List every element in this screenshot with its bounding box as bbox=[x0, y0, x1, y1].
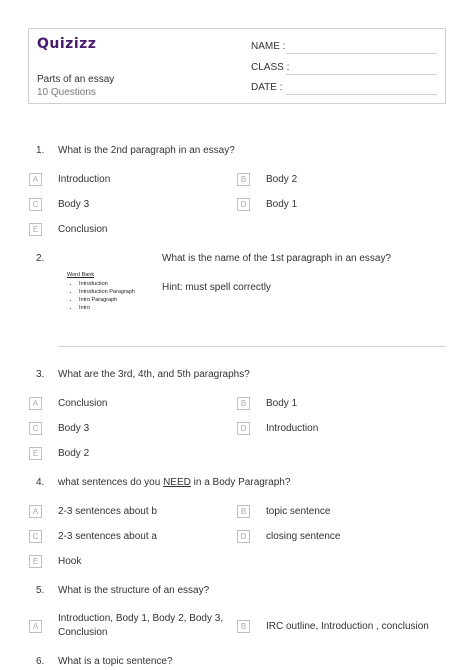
date-line bbox=[286, 94, 437, 95]
question-text-part: in a Body Paragraph? bbox=[190, 477, 291, 488]
option-text: closing sentence bbox=[266, 531, 341, 542]
option-letter: E bbox=[29, 223, 42, 236]
question-number: 5. bbox=[36, 585, 45, 596]
option-letter: E bbox=[29, 447, 42, 460]
option-text: 2-3 sentences about a bbox=[58, 531, 157, 542]
option-letter: D bbox=[237, 422, 250, 435]
question-text: What is the 2nd paragraph in an essay? bbox=[58, 145, 235, 156]
option-letter: A bbox=[29, 505, 42, 518]
word-bank-item: • Intro Paragraph bbox=[79, 296, 135, 304]
option-text: Introduction bbox=[266, 423, 319, 434]
question-text bbox=[58, 477, 290, 488]
option-letter: C bbox=[29, 198, 42, 211]
word-bank-title: Word Bank bbox=[67, 272, 95, 278]
worksheet-title: Parts of an essay bbox=[37, 74, 115, 85]
question-count: 10 Questions bbox=[37, 87, 96, 98]
option-letter: B bbox=[237, 397, 250, 410]
word-bank-item: • Introduction Paragraph bbox=[79, 288, 135, 296]
question-number: 4. bbox=[36, 477, 45, 488]
option-text: Conclusion bbox=[58, 398, 108, 409]
word-bank-list bbox=[79, 280, 135, 312]
question-number: 2. bbox=[36, 253, 45, 264]
word-bank bbox=[67, 272, 135, 312]
date-label: DATE : bbox=[251, 82, 283, 93]
name-label: NAME : bbox=[251, 41, 286, 52]
class-line bbox=[286, 74, 437, 75]
question-number: 6. bbox=[36, 656, 45, 667]
option-letter: C bbox=[29, 530, 42, 543]
option-text: Introduction, Body 1, Body 2, Body 3, Conclusion bbox=[58, 613, 224, 638]
option-letter: A bbox=[29, 397, 42, 410]
question-text: What is the structure of an essay? bbox=[58, 585, 210, 596]
option-letter: B bbox=[237, 620, 250, 633]
option-text: Body 1 bbox=[266, 398, 298, 409]
option-text: IRC outline, Introduction , conclusion bbox=[266, 621, 429, 632]
quizizz-logo: Quizizz bbox=[37, 36, 97, 52]
name-line bbox=[286, 53, 437, 54]
option-letter: C bbox=[29, 422, 42, 435]
option-text: Body 1 bbox=[266, 199, 298, 210]
question-text-emphasis: NEED bbox=[163, 477, 191, 488]
option-text: Body 2 bbox=[266, 174, 298, 185]
option-text: Hook bbox=[58, 556, 82, 567]
question-text: What is a topic sentence? bbox=[58, 656, 173, 667]
option-letter: D bbox=[237, 198, 250, 211]
option-letter: D bbox=[237, 530, 250, 543]
option-letter: B bbox=[237, 505, 250, 518]
question-number: 3. bbox=[36, 369, 45, 380]
option-letter: E bbox=[29, 555, 42, 568]
option-text: Body 3 bbox=[58, 199, 90, 210]
class-label: CLASS : bbox=[251, 62, 290, 73]
option-letter: A bbox=[29, 173, 42, 186]
option-text: Introduction bbox=[58, 174, 111, 185]
option-text: Body 3 bbox=[58, 423, 90, 434]
word-bank-item: • Intro bbox=[79, 304, 135, 312]
option-text: topic sentence bbox=[266, 506, 331, 517]
question-text: What is the name of the 1st paragraph in an essay? bbox=[162, 253, 392, 264]
option-text: Conclusion bbox=[58, 224, 108, 235]
question-text-part: what sentences do you bbox=[58, 477, 164, 488]
option-text: 2-3 sentences about b bbox=[58, 506, 157, 517]
word-bank-item: • Introduction bbox=[79, 280, 135, 288]
worksheet-header bbox=[28, 28, 446, 104]
option-letter: A bbox=[29, 620, 42, 633]
option-text: Body 2 bbox=[58, 448, 90, 459]
option-letter: B bbox=[237, 173, 250, 186]
question-hint: Hint: must spell correctly bbox=[162, 282, 271, 293]
question-text: What are the 3rd, 4th, and 5th paragraphs? bbox=[58, 369, 250, 380]
question-number: 1. bbox=[36, 145, 45, 156]
answer-line bbox=[58, 346, 446, 347]
